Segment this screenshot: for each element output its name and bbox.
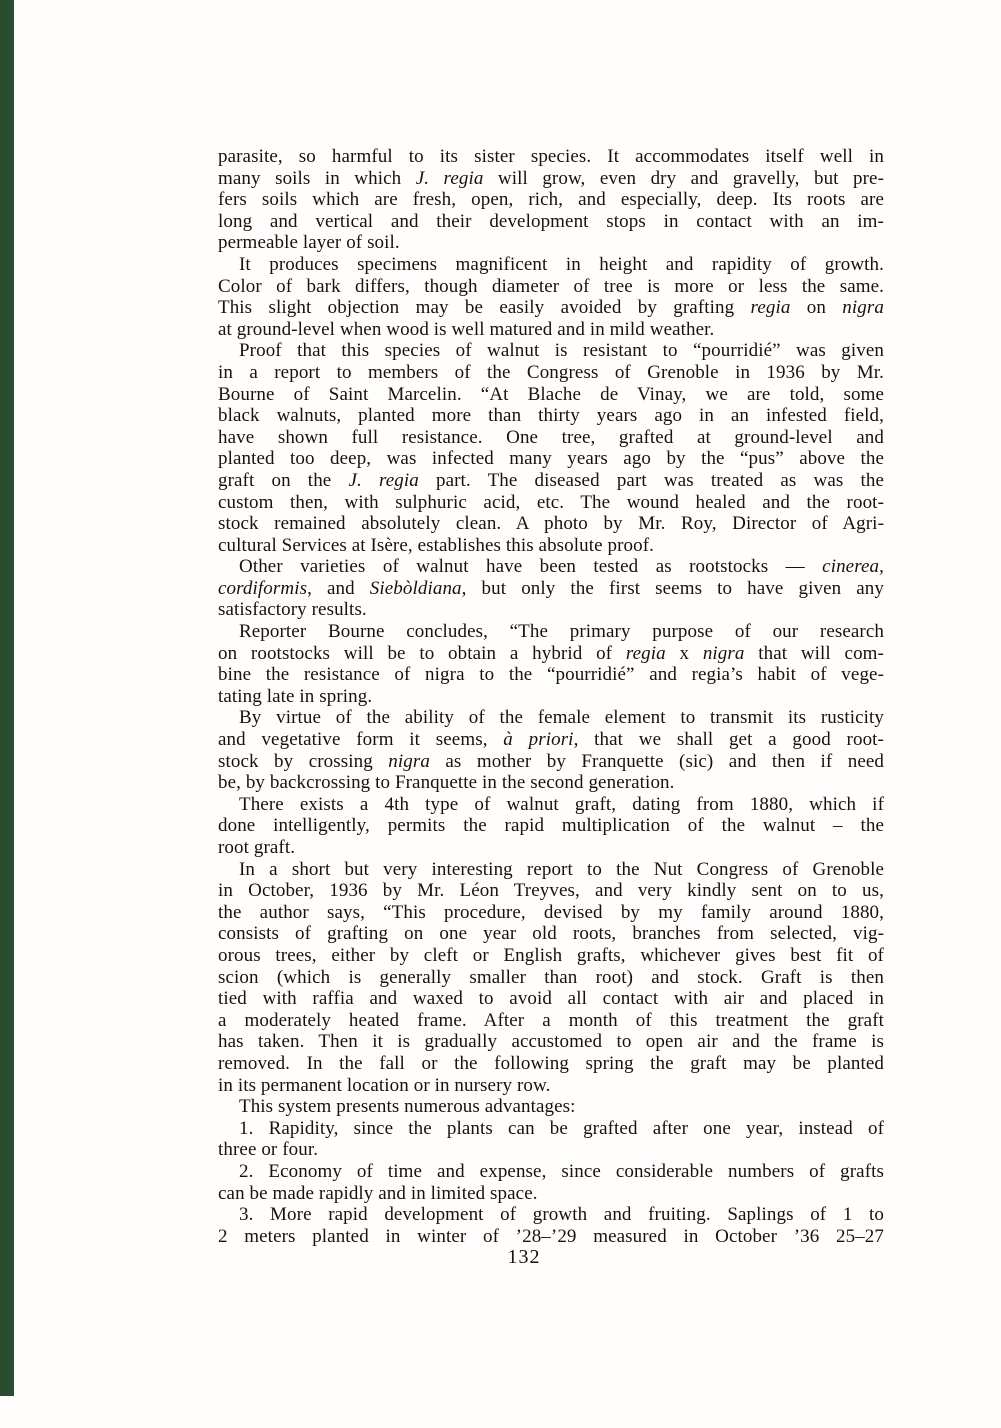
text-line: cordiformis, and Siebòldiana, but only the first seems to have given any	[218, 577, 884, 599]
text-line: consists of grafting on one year old roots, branches from selected, vig-	[218, 923, 884, 945]
text-line: long and vertical and their development stops in contact with an im-	[218, 210, 884, 232]
text-line: has taken. Then it is gradually accustomed to open air and the frame is	[218, 1031, 884, 1053]
paragraph	[218, 794, 884, 859]
text-line: It produces specimens magnificent in height and rapidity of growth.	[239, 253, 884, 275]
paragraph	[218, 1096, 884, 1118]
text-line: root graft.	[218, 837, 296, 858]
text-line: bine the resistance of nigra to the “pourridié” and regia’s habit of vege-	[218, 664, 884, 686]
text-line: 1. Rapidity, since the plants can be grafted after one year, instead of	[239, 1117, 884, 1139]
text-line: permeable layer of soil.	[218, 232, 400, 254]
text-line: Color of bark differs, though diameter of tree is more or less the same.	[218, 275, 884, 297]
text-line: the author says, “This procedure, devised by my family around 1880,	[218, 901, 884, 923]
text-line: Bourne of Saint Marcelin. “At Blache de Vinay, we are told, some	[218, 383, 884, 405]
text-line: 2 meters planted in winter of ’28–’29 measured in October ’36 25–27	[218, 1225, 884, 1247]
text-line: Proof that this species of walnut is resistant to “pourridié” was given	[239, 340, 884, 362]
paragraph	[218, 1204, 884, 1247]
text-line: stock remained absolutely clean. A photo by Mr. Roy, Director of Agri-	[218, 513, 884, 535]
text-line: orous trees, either by cleft or English grafts, whichever gives best fit of	[218, 944, 884, 966]
paragraph	[218, 1161, 884, 1204]
text-line: at ground-level when wood is well matured and in mild weather.	[218, 318, 715, 340]
text-line: cultural Services at Isère, establishes this absolute proof.	[218, 534, 655, 556]
text-line: removed. In the fall or the following spring the graft may be planted	[218, 1052, 884, 1074]
text-line: By virtue of the ability of the female element to transmit its rusticity	[239, 707, 884, 729]
text-line: custom then, with sulphuric acid, etc. The wound healed and the root-	[218, 491, 884, 513]
text-line: In a short but very interesting report to the Nut Congress of Grenoble	[239, 858, 884, 880]
text-line: in a report to members of the Congress of Grenoble in 1936 by Mr.	[218, 361, 884, 383]
text-line: in its permanent location or in nursery row.	[218, 1074, 551, 1096]
text-line: in October, 1936 by Mr. Léon Treyves, and very kindly sent on to us,	[218, 880, 884, 902]
paragraph	[218, 621, 884, 707]
text-line: fers soils which are fresh, open, rich, and especially, deep. Its roots are	[218, 189, 884, 211]
paragraph	[218, 146, 884, 254]
text-line: Reporter Bourne concludes, “The primary purpose of our research	[239, 621, 884, 643]
page-number: 132	[507, 1246, 541, 1268]
text-line: graft on the J. regia part. The diseased part was treated as was the	[218, 469, 884, 491]
text-line: 2. Economy of time and expense, since considerable numbers of grafts	[239, 1160, 884, 1182]
text-line: stock by crossing nigra as mother by Franquette (sic) and then if need	[218, 750, 884, 772]
text-line: have shown full resistance. One tree, grafted at ground-level and	[218, 426, 884, 448]
text-line: This slight objection may be easily avoided by grafting regia on nigra	[218, 297, 884, 319]
text-line: planted too deep, was infected many years ago by the “pus” above the	[218, 448, 884, 470]
text-line: three or four.	[218, 1139, 319, 1161]
text-line: be, by backcrossing to Franquette in the second generation.	[218, 772, 675, 794]
page-text-block	[218, 146, 884, 1247]
text-line: satisfactory results.	[218, 599, 367, 621]
text-line: parasite, so harmful to its sister species. It accommodates itself well in	[218, 146, 884, 167]
text-line: many soils in which J. regia will grow, even dry and gravelly, but pre-	[218, 167, 884, 189]
text-line: on rootstocks will be to obtain a hybrid of regia x nigra that will com-	[218, 642, 884, 664]
book-binding-strip	[0, 0, 14, 1396]
text-line: This system presents numerous advantages:	[239, 1096, 576, 1118]
paragraph	[218, 254, 884, 340]
paragraph	[218, 340, 884, 556]
paragraph	[218, 556, 884, 621]
paragraph	[218, 859, 884, 1097]
text-line: a moderately heated frame. After a month of this treatment the graft	[218, 1009, 884, 1031]
text-line: scion (which is generally smaller than root) and stock. Graft is then	[218, 966, 884, 988]
text-line: done intelligently, permits the rapid multiplication of the walnut – the	[218, 815, 884, 837]
paragraph	[218, 707, 884, 793]
text-line: There exists a 4th type of walnut graft, dating from 1880, which if	[239, 793, 884, 815]
text-line: 3. More rapid development of growth and fruiting. Saplings of 1 to	[239, 1204, 884, 1226]
text-line: can be made rapidly and in limited space.	[218, 1182, 538, 1204]
text-line: tied with raffia and waxed to avoid all contact with air and placed in	[218, 988, 884, 1010]
text-line: black walnuts, planted more than thirty years ago in an infested field,	[218, 405, 884, 427]
paragraph	[218, 1118, 884, 1161]
text-line: Other varieties of walnut have been tested as rootstocks — cinerea,	[239, 556, 884, 578]
text-line: and vegetative form it seems, à priori, that we shall get a good root-	[218, 729, 884, 751]
text-line: tating late in spring.	[218, 685, 373, 707]
